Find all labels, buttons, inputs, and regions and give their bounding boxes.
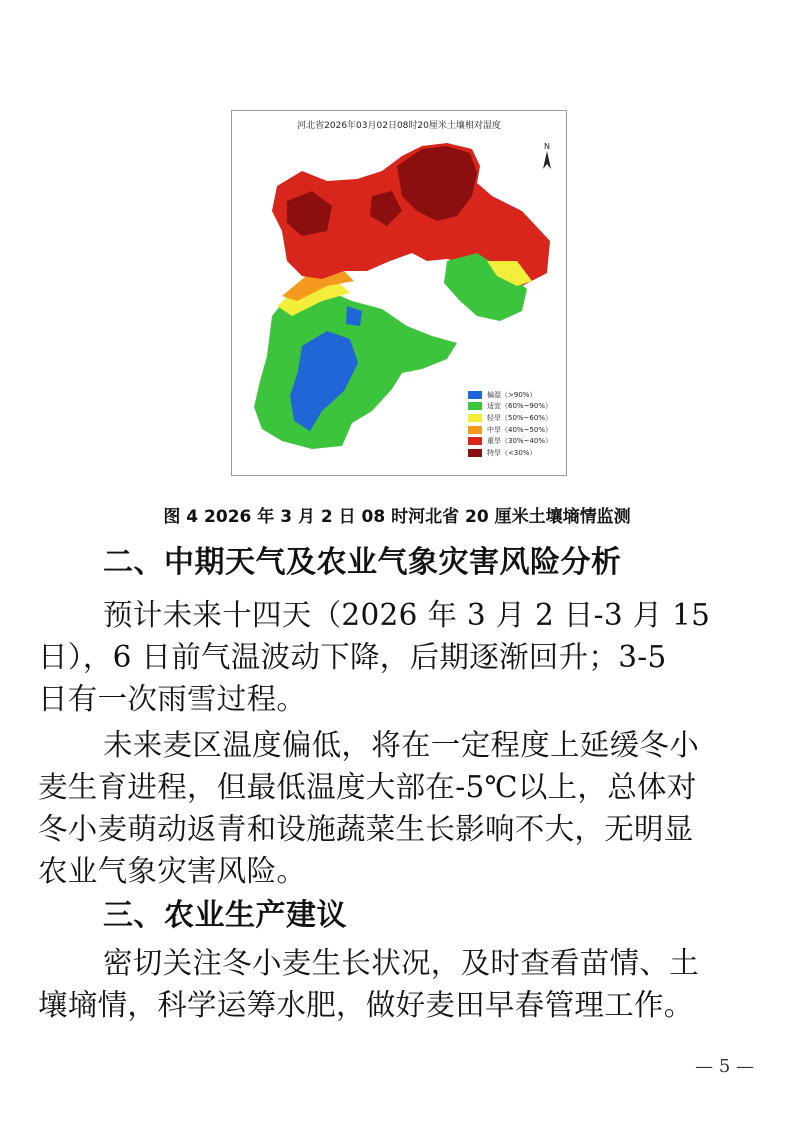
legend-item (468, 447, 552, 459)
legend-item (468, 389, 552, 401)
section-2-p2-line-4: 农业气象灾害风险。 (38, 854, 307, 888)
section-2-p1-line-3: 日有一次雨雪过程。 (38, 682, 307, 716)
section-2-p1-line-2: 日），6 日前气温波动下降，后期逐渐回升；3-5 (38, 640, 667, 674)
legend-swatch (468, 414, 482, 422)
legend-label: 偏湿（>90%） (487, 390, 537, 399)
legend-item (468, 424, 552, 436)
soil-moisture-map (231, 110, 567, 476)
legend-item (468, 435, 552, 447)
section-2-p2-line-3: 冬小麦萌动返青和设施蔬菜生长影响不大，无明显 (38, 812, 694, 846)
map-gap-tianjin (404, 276, 442, 326)
section-2-heading: 二、中期天气及农业气象灾害风险分析 (103, 545, 622, 580)
map-gap-beijing (382, 259, 420, 281)
legend-swatch (468, 426, 482, 434)
section-2-p2-line-1: 未来麦区温度偏低，将在一定程度上延缓冬小 (103, 728, 700, 762)
north-label: N (544, 142, 550, 151)
section-3-heading: 三、农业生产建议 (103, 898, 347, 933)
legend-swatch (468, 402, 482, 410)
legend-item (468, 412, 552, 424)
legend-swatch (468, 449, 482, 457)
section-2-p2-line-2: 麦生育进程，但最低温度大部在-5℃以上，总体对 (38, 770, 697, 804)
legend-item (468, 401, 552, 413)
section-3-p1-line-2: 壤墒情，科学运筹水肥，做好麦田早春管理工作。 (38, 988, 694, 1022)
page-number: — 5 — (695, 1056, 754, 1077)
north-arrow-icon (540, 141, 554, 171)
map-title: 河北省2026年03月02日08时20厘米土壤相对湿度 (297, 121, 501, 131)
legend-label: 中旱（40%~50%） (487, 425, 552, 434)
map-legend (468, 389, 552, 459)
figure-caption: 图 4 2026 年 3 月 2 日 08 时河北省 20 厘米土壤墒情监测 (163, 507, 631, 527)
legend-label: 特旱（<30%） (487, 448, 537, 457)
legend-label: 重旱（30%~40%） (487, 437, 552, 446)
legend-swatch (468, 391, 482, 399)
section-2-p1-line-1: 预计未来十四天（2026 年 3 月 2 日-3 月 15 (103, 598, 711, 632)
legend-label: 轻旱（50%~60%） (487, 413, 552, 422)
section-3-p1-line-1: 密切关注冬小麦生长状况，及时查看苗情、土 (103, 946, 700, 980)
legend-label: 适宜（60%~90%） (487, 402, 552, 411)
legend-swatch (468, 437, 482, 445)
